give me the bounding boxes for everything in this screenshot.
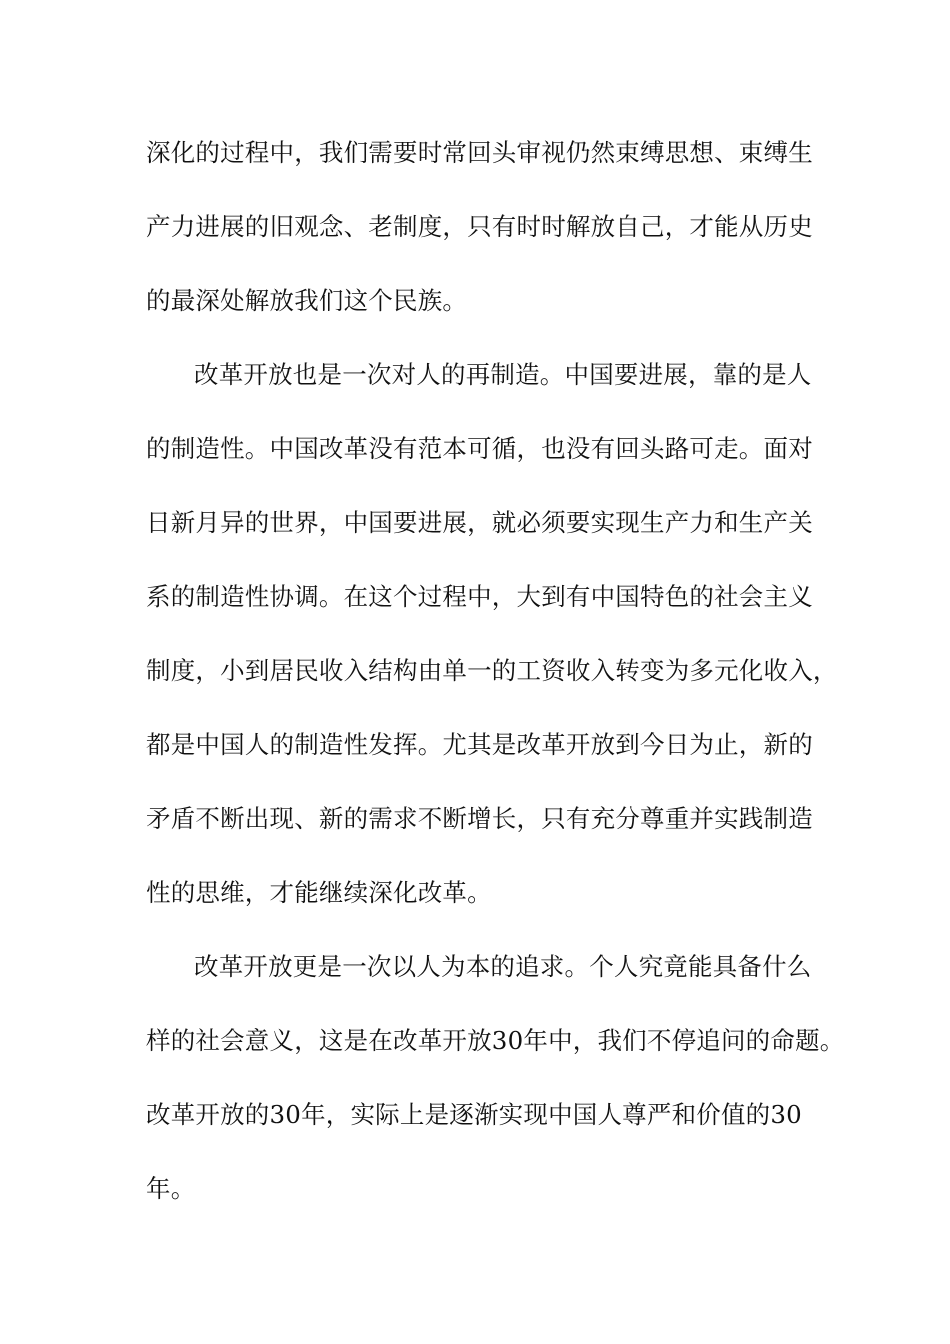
text-line: 制度，小到居民收入结构由单一的工资收入转变为多元化收入， (146, 656, 838, 685)
text-line: 年。 (146, 1174, 196, 1203)
text-line: 日新月异的世界，中国要进展，就必须要实现生产力和生产关 (146, 508, 813, 537)
text-line: 样的社会意义，这是在改革开放30年中，我们不停追问的命题。 (146, 1026, 845, 1055)
text-line: 性的思维，才能继续深化改革。 (146, 878, 492, 907)
text-line: 都是中国人的制造性发挥。尤其是改革开放到今日为止，新的 (146, 730, 813, 759)
text-line: 的制造性。中国改革没有范本可循，也没有回头路可走。面对 (146, 434, 813, 463)
text-line: 的最深处解放我们这个民族。 (146, 286, 468, 315)
paragraph-first-line: 改革开放更是一次以人为本的追求。个人究竟能具备什么 (194, 952, 812, 981)
text-line: 改革开放的30年，实际上是逐渐实现中国人尊严和价值的30 (146, 1100, 802, 1129)
paragraph-first-line: 改革开放也是一次对人的再制造。中国要进展，靠的是人 (194, 360, 812, 389)
text-line: 产力进展的旧观念、老制度，只有时时解放自己，才能从历史 (146, 212, 813, 241)
text-line: 系的制造性协调。在这个过程中，大到有中国特色的社会主义 (146, 582, 813, 611)
text-line: 深化的过程中，我们需要时常回头审视仍然束缚思想、束缚生 (146, 138, 813, 167)
text-line: 矛盾不断出现、新的需求不断增长，只有充分尊重并实践制造 (146, 804, 813, 833)
